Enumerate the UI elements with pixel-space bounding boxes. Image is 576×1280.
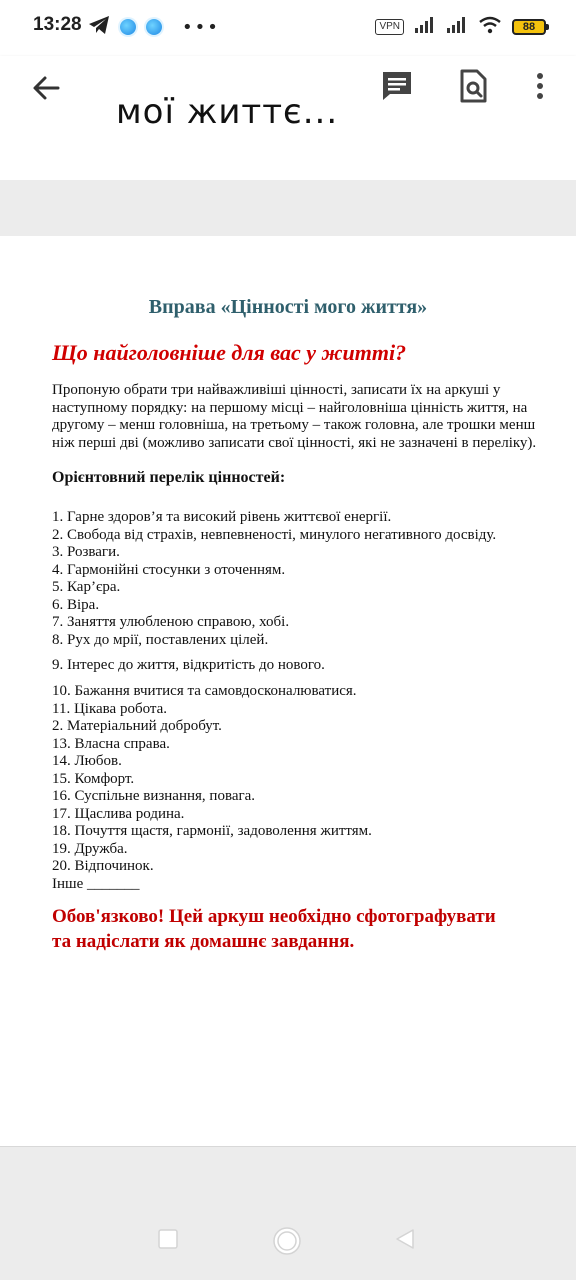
- comment-button[interactable]: [379, 70, 415, 106]
- more-options-button[interactable]: [522, 70, 558, 106]
- list-item: 18. Почуття щастя, гармонії, задоволення життям.: [52, 823, 372, 839]
- viewer-bottom-background: [0, 1147, 576, 1280]
- values-list-group-1: [52, 509, 552, 649]
- find-in-page-icon: [458, 69, 488, 107]
- more-icon: •••: [182, 16, 220, 38]
- recents-button[interactable]: [157, 1228, 179, 1254]
- list-item: 19. Дружба.: [52, 840, 128, 857]
- system-icons: [375, 16, 546, 38]
- list-item: 16. Суспільне визнання, повага.: [52, 788, 256, 804]
- telegram-icon: [88, 15, 110, 39]
- values-list-group-3: [52, 683, 552, 893]
- list-item: 20. Відпочинок.: [52, 858, 154, 874]
- list-item: 13. Власна справа.: [52, 735, 170, 752]
- globe-icon: [146, 19, 162, 35]
- status-time: 13:28: [33, 14, 82, 35]
- list-item: 4. Гармонійні стосунки з оточенням.: [52, 561, 286, 578]
- list-item: 2. Матеріальний добробут.: [52, 718, 222, 734]
- list-item: 10. Бажання вчитися та самовдосконалюватися.: [52, 683, 357, 699]
- list-item: Інше _______: [52, 875, 140, 892]
- notification-icons: [88, 14, 220, 40]
- home-circle-icon: [272, 1226, 302, 1260]
- values-list-heading: Орієнтовний перелік цінностей:: [52, 469, 286, 486]
- list-item: 8. Рух до мрії, поставлених цілей.: [52, 631, 269, 648]
- recents-square-icon: [157, 1228, 179, 1254]
- back-button[interactable]: [28, 72, 64, 108]
- list-item: 1. Гарне здоров’я та високий рівень життєвої енергії.: [52, 509, 392, 525]
- list-item: 9. Інтерес до життя, відкритість до нового.: [52, 657, 325, 673]
- intro-line: Пропоную обрати три найважливіші цінності, записати їх на аркуші у: [52, 382, 501, 398]
- more-vert-icon: [536, 72, 544, 104]
- list-item: 7. Заняття улюбленою справою, хобі.: [52, 614, 290, 630]
- comment-icon: [380, 70, 414, 106]
- status-bar: [0, 0, 576, 56]
- exercise-heading: Вправа «Цінності мого життя»: [148, 296, 428, 318]
- viewer-background: [0, 180, 576, 236]
- home-button[interactable]: [272, 1226, 302, 1260]
- intro-line: наступному порядку: на першому місці – найголовніша цінність життя, на: [52, 399, 528, 416]
- signal-icon: [414, 17, 436, 37]
- back-triangle-icon: [394, 1228, 416, 1254]
- list-item: 14. Любов.: [52, 753, 122, 769]
- values-list-group-2: [52, 657, 552, 675]
- list-item: 6. Віра.: [52, 596, 100, 613]
- homework-warning: [52, 904, 567, 954]
- warning-line: та надіслати як домашнє завдання.: [52, 931, 355, 952]
- list-item: 3. Розваги.: [52, 544, 120, 560]
- question-heading: Що найголовніше для вас у житті?: [52, 340, 407, 365]
- list-item: 5. Кар’єра.: [52, 579, 121, 595]
- back-nav-button[interactable]: [394, 1228, 416, 1254]
- list-item: 2. Свобода від страхів, невпевненості, минулого негативного досвіду.: [52, 526, 497, 543]
- find-in-page-button[interactable]: [455, 70, 491, 106]
- globe-icon: [120, 19, 136, 35]
- wifi-icon: [478, 16, 502, 38]
- intro-paragraph: [52, 382, 552, 452]
- list-item: 15. Комфорт.: [52, 770, 135, 787]
- intro-line: другому – менш головніша, на третьому – також головна, але трошки менш: [52, 417, 536, 433]
- warning-line: Обов'язково! Цей аркуш необхідно сфотографувати: [52, 906, 496, 927]
- battery-icon: 88: [512, 19, 546, 35]
- signal-icon: [446, 17, 468, 37]
- document-title: мої життє...: [116, 92, 339, 132]
- app-bar: [0, 56, 576, 180]
- vpn-badge: VPN: [375, 19, 404, 35]
- intro-line: ніж перші дві (можливо записати свої цінності, які не зазначені в переліку).: [52, 434, 537, 451]
- back-arrow-icon: [32, 74, 60, 106]
- document-page[interactable]: [0, 236, 576, 1147]
- list-item: 17. Щаслива родина.: [52, 805, 185, 822]
- list-item: 11. Цікава робота.: [52, 700, 168, 717]
